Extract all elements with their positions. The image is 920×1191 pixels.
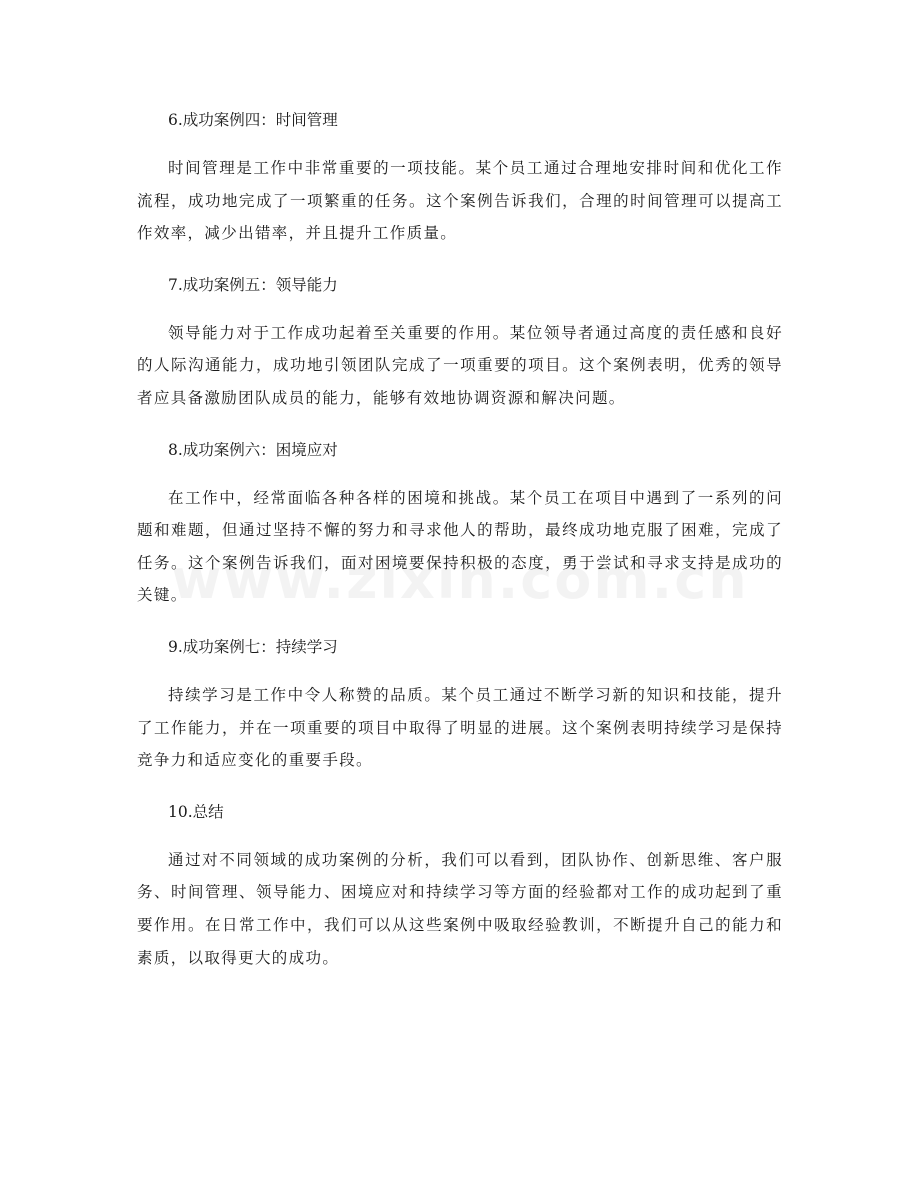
section-body-leadership: 领导能力对于工作成功起着至关重要的作用。某位领导者通过高度的责任感和良好的人际沟通能力，成功地引领团队完成了一项重要的项目。这个案例表明，优秀的领导者应具备激励团队成员的能力，能够有效地协调资源和解决问题。 xyxy=(137,323,783,407)
section-heading-adversity: 8.成功案例六：困境应对 xyxy=(168,440,338,459)
section-heading-time-management: 6.成功案例四：时间管理 xyxy=(168,111,338,129)
section-heading-summary: 10.总结 xyxy=(168,802,224,821)
document-content xyxy=(137,104,783,993)
section-body-continuous-learning: 持续学习是工作中令人称赞的品质。某个员工通过不断学习新的知识和技能，提升了工作能力，并在一项重要的项目中取得了明显的进展。这个案例表明持续学习是保持竞争力和适应变化的重要手段。 xyxy=(137,685,783,770)
section-heading-continuous-learning: 9.成功案例七：持续学习 xyxy=(168,637,338,656)
section-body-adversity: 在工作中，经常面临各种各样的困境和挑战。某个员工在项目中遇到了一系列的问题和难题，但通过坚持不懈的努力和寻求他人的帮助，最终成功地克服了困难，完成了任务。这个案例告诉我们，面对困境要保持积极的态度，勇于尝试和寻求支持是成功的关键。 xyxy=(137,488,783,605)
section-body-time-management: 时间管理是工作中非常重要的一项技能。某个员工通过合理地安排时间和优化工作流程，成功地完成了一项繁重的任务。这个案例告诉我们，合理的时间管理可以提高工作效率，减少出错率，并且提升工作质量。 xyxy=(137,159,783,243)
section-heading-leadership: 7.成功案例五：领导能力 xyxy=(168,275,338,294)
section-body-summary: 通过对不同领域的成功案例的分析，我们可以看到，团队协作、创新思维、客户服务、时间管理、领导能力、困境应对和持续学习等方面的经验都对工作的成功起到了重要作用。在日常工作中，我们可以从这些案例中吸取经验教训，不断提升自己的能力和素质，以取得更大的成功。 xyxy=(137,850,783,967)
